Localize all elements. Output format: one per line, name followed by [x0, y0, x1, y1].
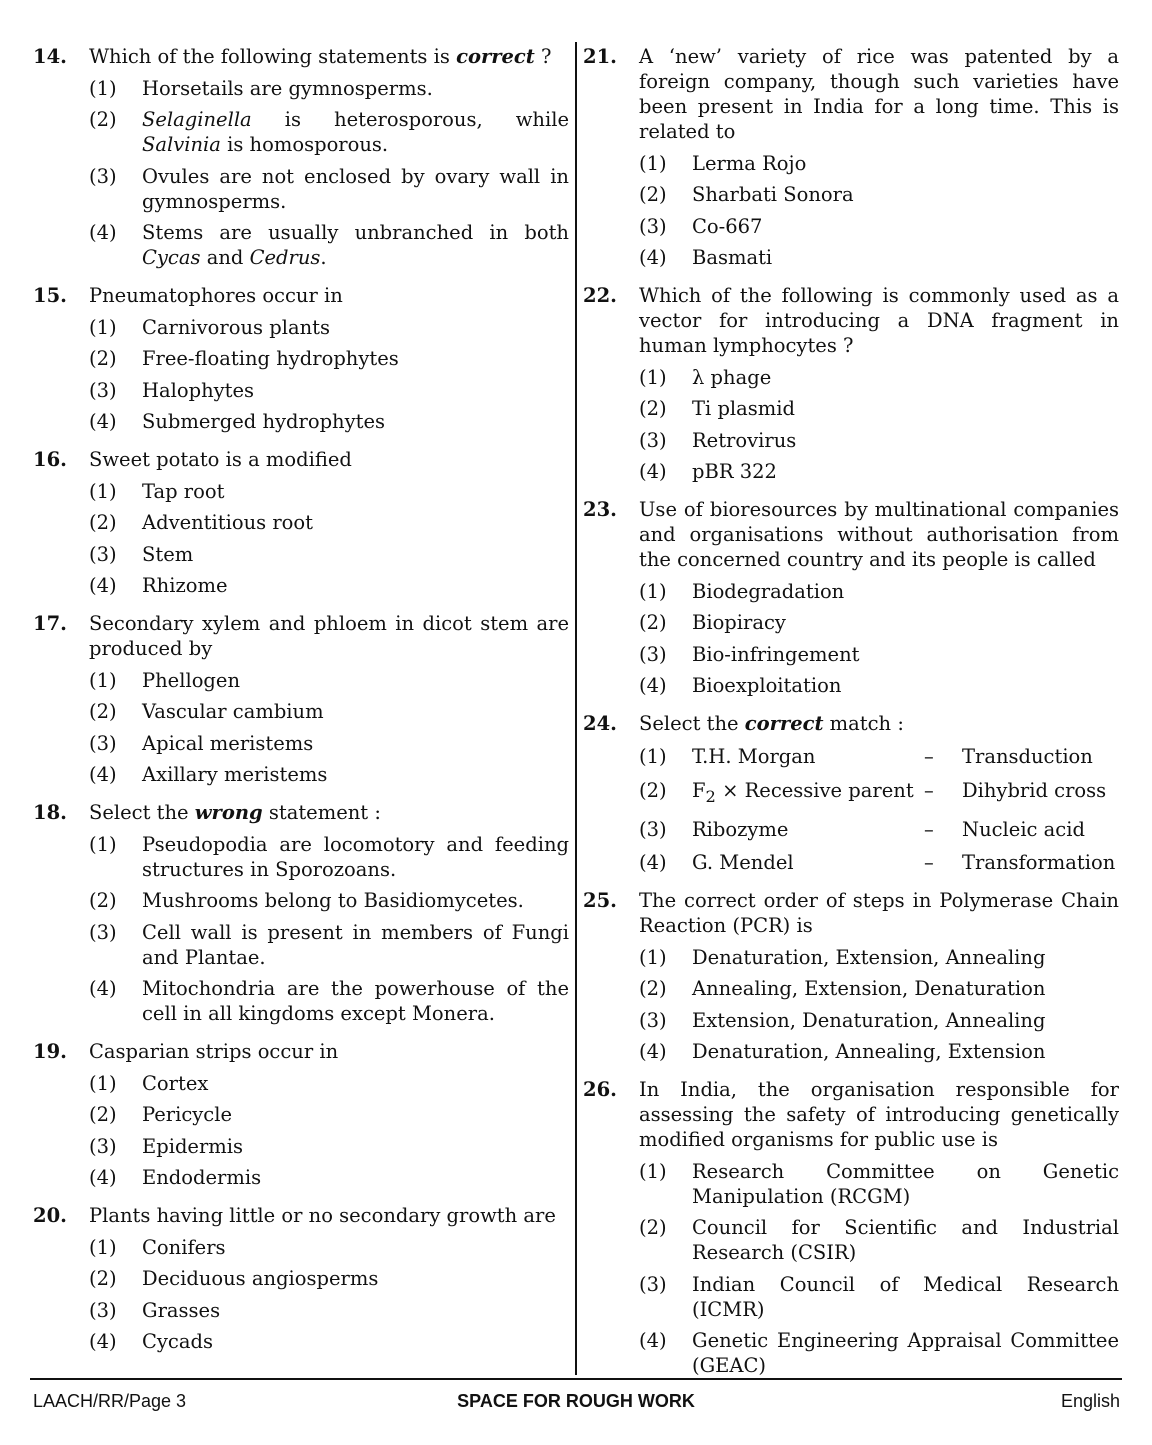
option-3: [639, 1008, 1119, 1033]
question-stem: [583, 888, 1119, 938]
option-text: Denaturation, Extension, Annealing: [692, 945, 1046, 969]
option-text: Pseudopodia are locomotory and feeding structures in Sporozoans.: [142, 832, 569, 881]
option-number: (3): [89, 542, 117, 566]
question-21: [583, 44, 1119, 270]
question-stem: [583, 497, 1119, 572]
question-text: Casparian strips occur in: [89, 1040, 339, 1063]
option-number: (3): [639, 428, 667, 452]
option-4: [89, 573, 569, 598]
option-number: (1): [639, 151, 667, 175]
question-text: Sweet potato is a modified: [89, 448, 352, 471]
option-text: Council for Scientific and Industrial Research (CSIR): [692, 1216, 1119, 1265]
option-2: [639, 976, 1119, 1001]
footer-rule: [30, 1378, 1122, 1380]
option-1: [89, 668, 569, 693]
option-2: [639, 610, 1119, 635]
question-18: [33, 800, 569, 1026]
option-text: Ti plasmid: [692, 397, 796, 420]
question-text: Which of the following is commonly used as a vector for introducing a DNA fragment in human lymphocytes ?: [639, 284, 1119, 357]
option-number: (4): [89, 977, 117, 1000]
question-stem: [33, 1203, 569, 1228]
option-4: [639, 459, 1119, 484]
option-3: [89, 920, 569, 970]
option-4: [639, 673, 1119, 698]
match-right: Nucleic acid: [962, 817, 1085, 841]
question-number: 18.: [33, 801, 67, 824]
option-text: Cortex: [142, 1071, 209, 1095]
option-1: [639, 151, 1119, 176]
option-number: (3): [89, 731, 117, 755]
question-number: 22.: [583, 284, 617, 307]
option-4: [89, 1165, 569, 1190]
option-3: [89, 1298, 569, 1323]
option-text: Deciduous angiosperms: [142, 1267, 379, 1290]
option-number: (1): [639, 945, 667, 969]
question-number: 17.: [33, 612, 67, 635]
option-text: Ovules are not enclosed by ovary wall in gymnosperms.: [142, 164, 569, 213]
question-14: [33, 44, 569, 270]
question-text: Use of bioresources by multinational companies and organisations without authorisation from the concerned country and its people is called: [639, 498, 1119, 571]
option-number: (4): [89, 1330, 117, 1353]
option-number: (1): [89, 832, 117, 856]
option-number: (1): [639, 1159, 667, 1183]
option-text: Tap root: [142, 479, 225, 503]
option-3: [639, 214, 1119, 239]
option-text: Bio-infringement: [692, 642, 860, 666]
footer-page-code: LAACH/RR/Page 3: [33, 1391, 187, 1411]
option-number: (1): [89, 315, 117, 339]
option-number: (2): [639, 611, 667, 634]
option-text: Rhizome: [142, 574, 228, 597]
question-stem: [33, 447, 569, 472]
option-2: [89, 1102, 569, 1127]
match-left: $F_2$ × Recessive parent: [692, 778, 914, 806]
option-number: (4): [89, 763, 117, 786]
option-text: Axillary meristems: [142, 763, 328, 786]
match-dash: –: [924, 817, 934, 841]
option-number: (3): [639, 214, 667, 238]
option-1: [89, 1235, 569, 1260]
option-number: (2): [639, 397, 667, 420]
option-number: (3): [639, 642, 667, 666]
option-1: [639, 1159, 1119, 1209]
option-number: (2): [89, 889, 117, 912]
option-4: [639, 1039, 1119, 1064]
option-3: [89, 731, 569, 756]
option-1: [639, 579, 1119, 604]
option-text: Vascular cambium: [142, 700, 324, 723]
option-text: Cycads: [142, 1330, 213, 1353]
column-divider: [575, 42, 577, 1375]
option-text: Grasses: [142, 1298, 221, 1322]
question-number: 16.: [33, 448, 67, 471]
option-number: (2): [639, 778, 667, 802]
option-text: Denaturation, Annealing, Extension: [692, 1040, 1046, 1064]
option-text: Annealing, Extension, Denaturation: [692, 977, 1046, 1001]
option-number: (3): [639, 817, 667, 841]
question-25: [583, 888, 1119, 1064]
option-text: Stems are usually unbranched in both Cycas and Cedrus.: [142, 221, 569, 269]
question-text: A ‘new’ variety of rice was patented by a foreign company, though such varieties have been present in India for a long time. This is related to: [639, 45, 1119, 143]
question-text: Select the correct match :: [639, 712, 904, 735]
option-2: [89, 107, 569, 157]
option-3: [639, 1272, 1119, 1322]
match-dash: –: [924, 851, 934, 875]
option-3: [639, 428, 1119, 453]
option-text: Mitochondria are the powerhouse of the cell in all kingdoms except Monera.: [142, 977, 569, 1025]
option-number: (3): [89, 164, 117, 188]
option-text: Bioexploitation: [692, 674, 842, 697]
option-1: [89, 76, 569, 101]
option-text: Endodermis: [142, 1166, 262, 1189]
option-number: (4): [89, 1166, 117, 1189]
option-number: (2): [639, 977, 667, 1001]
option-number: (2): [89, 108, 117, 131]
option-4: [89, 220, 569, 270]
option-number: (1): [89, 1071, 117, 1095]
option-1: [89, 1071, 569, 1096]
option-text: Conifers: [142, 1235, 226, 1259]
question-number: 20.: [33, 1204, 67, 1227]
option-3: [89, 542, 569, 567]
option-text: Extension, Denaturation, Annealing: [692, 1008, 1046, 1032]
option-text: Cell wall is present in members of Fungi and Plantae.: [142, 920, 569, 969]
option-text: Retrovirus: [692, 428, 797, 452]
question-23: [583, 497, 1119, 698]
option-number: (2): [639, 1216, 667, 1240]
question-26: [583, 1077, 1119, 1378]
question-number: 24.: [583, 712, 617, 735]
question-stem: [33, 611, 569, 661]
option-number: (2): [89, 347, 117, 370]
match-right: Dihybrid cross: [962, 778, 1107, 802]
question-number: 21.: [583, 45, 617, 68]
option-text: Co-667: [692, 214, 763, 238]
question-stem: [583, 283, 1119, 358]
option-number: (4): [639, 246, 667, 269]
match-dash: –: [924, 778, 934, 802]
option-1: [639, 945, 1119, 970]
match-option-2: [639, 778, 1119, 809]
question-stem: [33, 800, 569, 825]
question-text: Pneumatophores occur in: [89, 284, 343, 307]
option-number: (1): [89, 668, 117, 692]
option-number: (1): [639, 365, 667, 389]
option-number: (3): [639, 1008, 667, 1032]
option-text: Sharbati Sonora: [692, 183, 854, 206]
option-number: (2): [89, 700, 117, 723]
match-left: Ribozyme: [692, 817, 789, 841]
question-number: 14.: [33, 45, 67, 68]
option-text: Mushrooms belong to Basidiomycetes.: [142, 889, 524, 912]
option-2: [89, 510, 569, 535]
option-text: Biopiracy: [692, 611, 786, 634]
option-number: (1): [639, 745, 667, 769]
page-footer: [30, 1388, 1122, 1414]
option-4: [89, 409, 569, 434]
question-stem: [583, 1077, 1119, 1152]
option-number: (3): [89, 920, 117, 944]
option-number: (2): [89, 1103, 117, 1126]
question-number: 23.: [583, 498, 617, 521]
match-option-4: [639, 850, 1119, 875]
question-number: 25.: [583, 889, 617, 913]
question-text: Secondary xylem and phloem in dicot stem are produced by: [89, 612, 569, 660]
option-number: (2): [89, 511, 117, 534]
option-number: (4): [639, 1040, 667, 1064]
option-text: Horsetails are gymnosperms.: [142, 76, 433, 100]
question-stem: [583, 44, 1119, 144]
question-stem: [583, 711, 1119, 736]
question-16: [33, 447, 569, 598]
option-2: [639, 182, 1119, 207]
option-2: [89, 1266, 569, 1291]
option-number: (4): [89, 221, 117, 244]
right-column: [583, 44, 1119, 1391]
option-4: [639, 1328, 1119, 1378]
question-stem: [33, 44, 569, 69]
match-left: T.H. Morgan: [692, 745, 816, 769]
question-stem: [33, 1039, 569, 1064]
option-4: [639, 245, 1119, 270]
option-3: [639, 642, 1119, 667]
option-text: Apical meristems: [142, 731, 314, 755]
option-number: (4): [639, 460, 667, 483]
option-text: Stem: [142, 542, 194, 566]
option-4: [89, 976, 569, 1026]
option-2: [639, 1215, 1119, 1265]
footer-language: English: [1060, 1391, 1120, 1411]
option-number: (3): [89, 1134, 117, 1158]
option-3: [89, 1134, 569, 1159]
question-text: The correct order of steps in Polymerase Chain Reaction (PCR) is: [639, 889, 1119, 938]
match-right: Transduction: [962, 745, 1093, 769]
option-number: (1): [89, 479, 117, 503]
option-number: (4): [89, 410, 117, 433]
option-number: (3): [639, 1272, 667, 1296]
option-1: [639, 365, 1119, 390]
question-text: Which of the following statements is correct ?: [89, 45, 552, 68]
match-option-1: [639, 744, 1119, 769]
question-number: 19.: [33, 1040, 67, 1063]
option-number: (2): [639, 183, 667, 206]
option-2: [639, 396, 1119, 421]
option-text: Genetic Engineering Appraisal Committee (GEAC): [692, 1329, 1119, 1378]
option-text: Selaginella is heterosporous, while Salvinia is homosporous.: [142, 108, 569, 156]
question-20: [33, 1203, 569, 1354]
question-15: [33, 283, 569, 434]
option-4: [89, 1329, 569, 1354]
option-2: [89, 699, 569, 724]
option-text: λ phage: [692, 365, 772, 389]
question-text: In India, the organisation responsible for assessing the safety of introducing genetically modified organisms for public use is: [639, 1078, 1119, 1152]
option-number: (2): [89, 1267, 117, 1290]
option-text: Phellogen: [142, 668, 241, 692]
question-24: [583, 711, 1119, 875]
question-17: [33, 611, 569, 787]
match-dash: –: [924, 745, 934, 769]
question-19: [33, 1039, 569, 1190]
option-text: Research Committee on Genetic Manipulation (RCGM): [692, 1159, 1119, 1208]
question-number: 26.: [583, 1078, 617, 1102]
option-text: Indian Council of Medical Research (ICMR): [692, 1272, 1119, 1321]
option-3: [89, 164, 569, 214]
question-22: [583, 283, 1119, 484]
option-number: (3): [89, 1298, 117, 1322]
option-2: [89, 888, 569, 913]
option-text: Free-floating hydrophytes: [142, 347, 399, 370]
option-number: (3): [89, 378, 117, 402]
option-number: (1): [89, 76, 117, 100]
option-text: pBR 322: [692, 460, 777, 483]
option-2: [89, 346, 569, 371]
option-number: (1): [639, 579, 667, 603]
option-text: Epidermis: [142, 1134, 244, 1158]
option-number: (4): [639, 851, 667, 875]
option-text: Pericycle: [142, 1103, 232, 1126]
option-number: (1): [89, 1235, 117, 1259]
left-column: [33, 44, 569, 1367]
question-stem: [33, 283, 569, 308]
footer-rough-work: SPACE FOR ROUGH WORK: [457, 1391, 695, 1411]
option-1: [89, 315, 569, 340]
option-number: (4): [89, 574, 117, 597]
option-text: Lerma Rojo: [692, 151, 807, 175]
option-text: Basmati: [692, 246, 773, 269]
option-1: [89, 832, 569, 882]
question-text: Plants having little or no secondary growth are: [89, 1204, 556, 1227]
question-text: Select the wrong statement :: [89, 801, 381, 824]
option-text: Adventitious root: [142, 511, 313, 534]
match-right: Transformation: [962, 851, 1116, 875]
option-text: Biodegradation: [692, 579, 845, 603]
option-text: Carnivorous plants: [142, 315, 330, 339]
match-option-3: [639, 817, 1119, 842]
option-1: [89, 479, 569, 504]
option-number: (4): [639, 1329, 667, 1353]
option-text: Submerged hydrophytes: [142, 410, 386, 433]
option-3: [89, 378, 569, 403]
question-number: 15.: [33, 284, 67, 307]
option-number: (4): [639, 674, 667, 697]
match-left: G. Mendel: [692, 851, 794, 875]
option-text: Halophytes: [142, 378, 255, 402]
option-4: [89, 762, 569, 787]
